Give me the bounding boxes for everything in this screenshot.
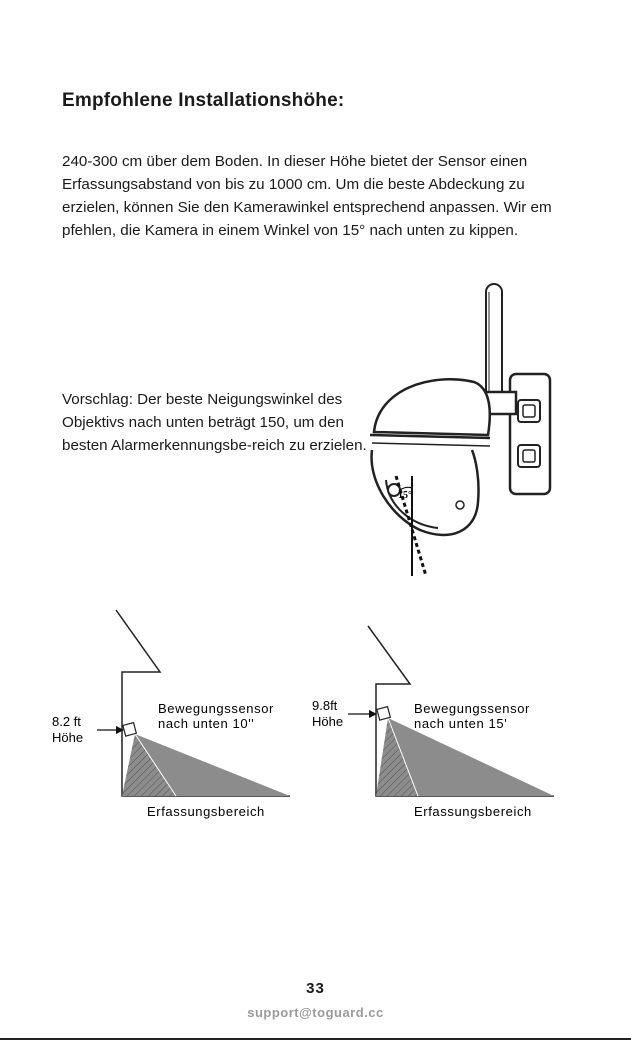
suggestion-paragraph: Vorschlag: Der beste Neigungswinkel des Objektivs nach unten beträgt 150, um den besten Alarmerkennungsbe-reich zu erzielen. bbox=[62, 391, 367, 454]
antenna bbox=[486, 284, 502, 402]
height-unit-label: Höhe bbox=[52, 730, 84, 745]
sensor-label: Bewegungssensor bbox=[414, 701, 530, 716]
support-email[interactable]: support@toguard.cc bbox=[247, 1005, 384, 1020]
area-label: Erfassungsbereich bbox=[147, 804, 265, 819]
detection-diagram-left bbox=[40, 600, 300, 830]
page-number: 33 bbox=[306, 980, 325, 997]
height-unit-label: Höhe bbox=[312, 714, 344, 729]
sensor-box bbox=[377, 707, 390, 720]
camera-dome bbox=[374, 379, 490, 435]
section-heading: Empfohlene Installationshöhe: bbox=[62, 90, 345, 111]
intro-paragraph: 240-300 cm über dem Boden. In dieser Höhe bietet der Sensor einen Erfassungsabstand von bis zu 1000 cm. Um die beste Abdeckung zu erzielen, können Sie den Kamerawinkel entsprechend anpassen. Wir em pfehlen, die Kamera in einem Winkel von 15° nach unten zu kippen. bbox=[62, 153, 552, 239]
sensor-angle-label: nach unten 10'' bbox=[158, 716, 255, 731]
height-label: 9.8ft bbox=[312, 698, 338, 713]
angle-label: 15° bbox=[398, 490, 412, 501]
sensor-label: Bewegungssensor bbox=[158, 701, 274, 716]
height-label: 8.2 ft bbox=[52, 714, 81, 729]
area-label: Erfassungsbereich bbox=[414, 804, 532, 819]
detection-diagram-right bbox=[300, 600, 570, 830]
sensor-angle-label: nach unten 15' bbox=[414, 716, 508, 731]
camera-illustration bbox=[360, 280, 600, 580]
sensor-box bbox=[123, 723, 136, 736]
